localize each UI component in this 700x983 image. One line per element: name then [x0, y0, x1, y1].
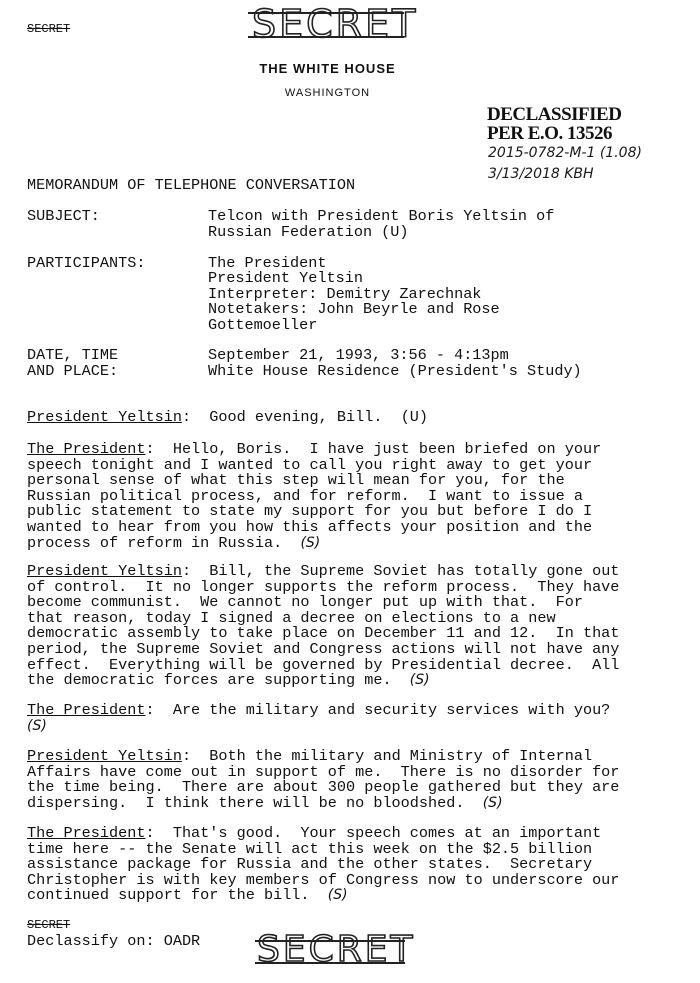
declassify-on: Declassify on: OADR	[27, 932, 201, 950]
line-text: process of reform in Russia.	[27, 533, 283, 552]
line-text: speech tonight and I wanted to call you right away to get your	[27, 455, 593, 474]
line-text: dispersing. I think there will be no bloodshed.	[27, 793, 465, 812]
line-text: period, the Supreme Soviet and Congress actions will not have any	[27, 639, 620, 658]
date-time: September 21, 1993, 3:56 - 4:13pm	[208, 346, 509, 364]
line-text: the democratic forces are supporting me.	[27, 671, 392, 690]
paragraph-line	[27, 888, 647, 904]
participant-line: Gottemoeller	[208, 316, 318, 334]
participant-line: President Yeltsin	[208, 269, 363, 287]
exchange-paragraph	[27, 703, 647, 734]
secret-stamp-bottom: SECRET	[257, 929, 416, 970]
date-label-line-1: DATE, TIME	[27, 346, 119, 364]
speaker-name: The President	[27, 701, 146, 719]
line-text: the time being. There are about 300 people gathered but they are	[27, 778, 620, 797]
exchange-paragraph	[27, 826, 647, 904]
speaker-name: President Yeltsin	[27, 562, 182, 580]
participant-line: Notetakers: John Beyrle and Rose	[208, 300, 500, 318]
line-text: public statement to state my support for you but before I do I	[27, 502, 593, 521]
line-text: Bill, the Supreme Soviet has totally gone out	[209, 562, 620, 580]
line-text: Both the military and Ministry of Internal	[209, 747, 593, 765]
footer-classification: SECRET	[27, 918, 71, 932]
exchange-paragraph	[27, 564, 647, 689]
paragraph-line	[27, 793, 647, 812]
subject-line-1: Telcon with President Boris Yeltsin of	[208, 207, 555, 225]
classification-mark: (S)	[409, 672, 430, 689]
line-text: Affairs have come out in support of me. There is no disorder for	[27, 762, 620, 781]
secret-stamp-top: SECRET	[248, 2, 408, 48]
line-text: wanted to hear from you how this affects your position and the	[27, 517, 593, 536]
speaker-name: The President	[27, 824, 146, 842]
exchange-paragraph	[27, 442, 647, 551]
paragraph-line: The President: Hello, Boris. I have just been briefed on your	[27, 440, 602, 458]
line-text: that reason, today I signed a decree on elections to a new	[27, 608, 556, 627]
classification-mark: (S)	[482, 794, 503, 811]
place: White House Residence (President's Study)	[208, 362, 582, 380]
paragraph-line: President Yeltsin: Good evening, Bill. (U)	[27, 408, 429, 426]
paragraph-line: The President: That's good. Your speech comes at an important	[27, 824, 602, 842]
participants-label: PARTICIPANTS:	[27, 254, 146, 272]
subject-label: SUBJECT:	[27, 207, 100, 225]
office-heading: THE WHITE HOUSE	[259, 61, 396, 76]
declassified-stamp-line1: DECLASSIFIED	[487, 104, 622, 125]
paragraph-line	[27, 673, 647, 689]
speaker-name: The President	[27, 440, 146, 458]
exchange-paragraph	[27, 410, 647, 426]
participant-line: Interpreter: Demitry Zarechnak	[208, 285, 482, 303]
classification-mark: (S)	[300, 534, 321, 551]
line-text: become communist. We cannot no longer put up with that. For	[27, 593, 583, 612]
classification-mark: (S)	[327, 887, 348, 904]
paragraph-line: The President: Are the military and security services with you?	[27, 701, 611, 719]
line-text: Are the military and security services with you?	[172, 701, 611, 719]
memo-title: MEMORANDUM OF TELEPHONE CONVERSATION	[27, 176, 356, 194]
date-label-line-2: AND PLACE:	[27, 362, 119, 380]
subject-line-2: Russian Federation (U)	[208, 223, 409, 241]
participant-line: The President	[208, 254, 327, 272]
line-text: Christopher is with key members of Congress now to underscore our	[27, 870, 620, 889]
declassified-stamp-line2: PER E.O. 13526	[487, 123, 612, 144]
line-text: personal sense of what this step will mean for you, for the	[27, 471, 565, 490]
declassified-case-number: 2015-0782-M-1 (1.08)	[488, 145, 642, 161]
city-heading: WASHINGTON	[284, 87, 371, 99]
line-text: continued support for the bill.	[27, 886, 310, 905]
exchange-paragraph	[27, 749, 647, 811]
paragraph-line	[27, 533, 647, 552]
line-text: Hello, Boris. I have just been briefed on your	[172, 440, 602, 458]
line-text: effect. Everything will be governed by Presidential decree. All	[27, 655, 620, 674]
paragraph-line: President Yeltsin: Both the military and Ministry of Internal	[27, 747, 593, 765]
speaker-name: President Yeltsin	[27, 408, 182, 426]
declassified-date: 3/13/2018 KBH	[488, 166, 594, 182]
line-text: That's good. Your speech comes at an important	[172, 824, 602, 842]
classification-mark: (S)	[27, 717, 47, 734]
line-text: of control. It no longer supports the reform process. They have	[27, 577, 620, 596]
line-text: democratic assembly to take place on December 11 and 12. In that	[27, 624, 620, 643]
top-left-classification: SECRET	[27, 22, 71, 36]
line-text: Good evening, Bill. (U)	[209, 408, 429, 426]
line-text: assistance package for Russia and the other states. Secretary	[27, 855, 593, 874]
speaker-name: President Yeltsin	[27, 747, 182, 765]
paragraph-line: President Yeltsin: Bill, the Supreme Soviet has totally gone out	[27, 562, 620, 580]
line-text: time here -- the Senate will act this week on the $2.5 billion	[27, 839, 593, 858]
line-text: Russian political process, and for reform. I want to issue a	[27, 486, 583, 505]
